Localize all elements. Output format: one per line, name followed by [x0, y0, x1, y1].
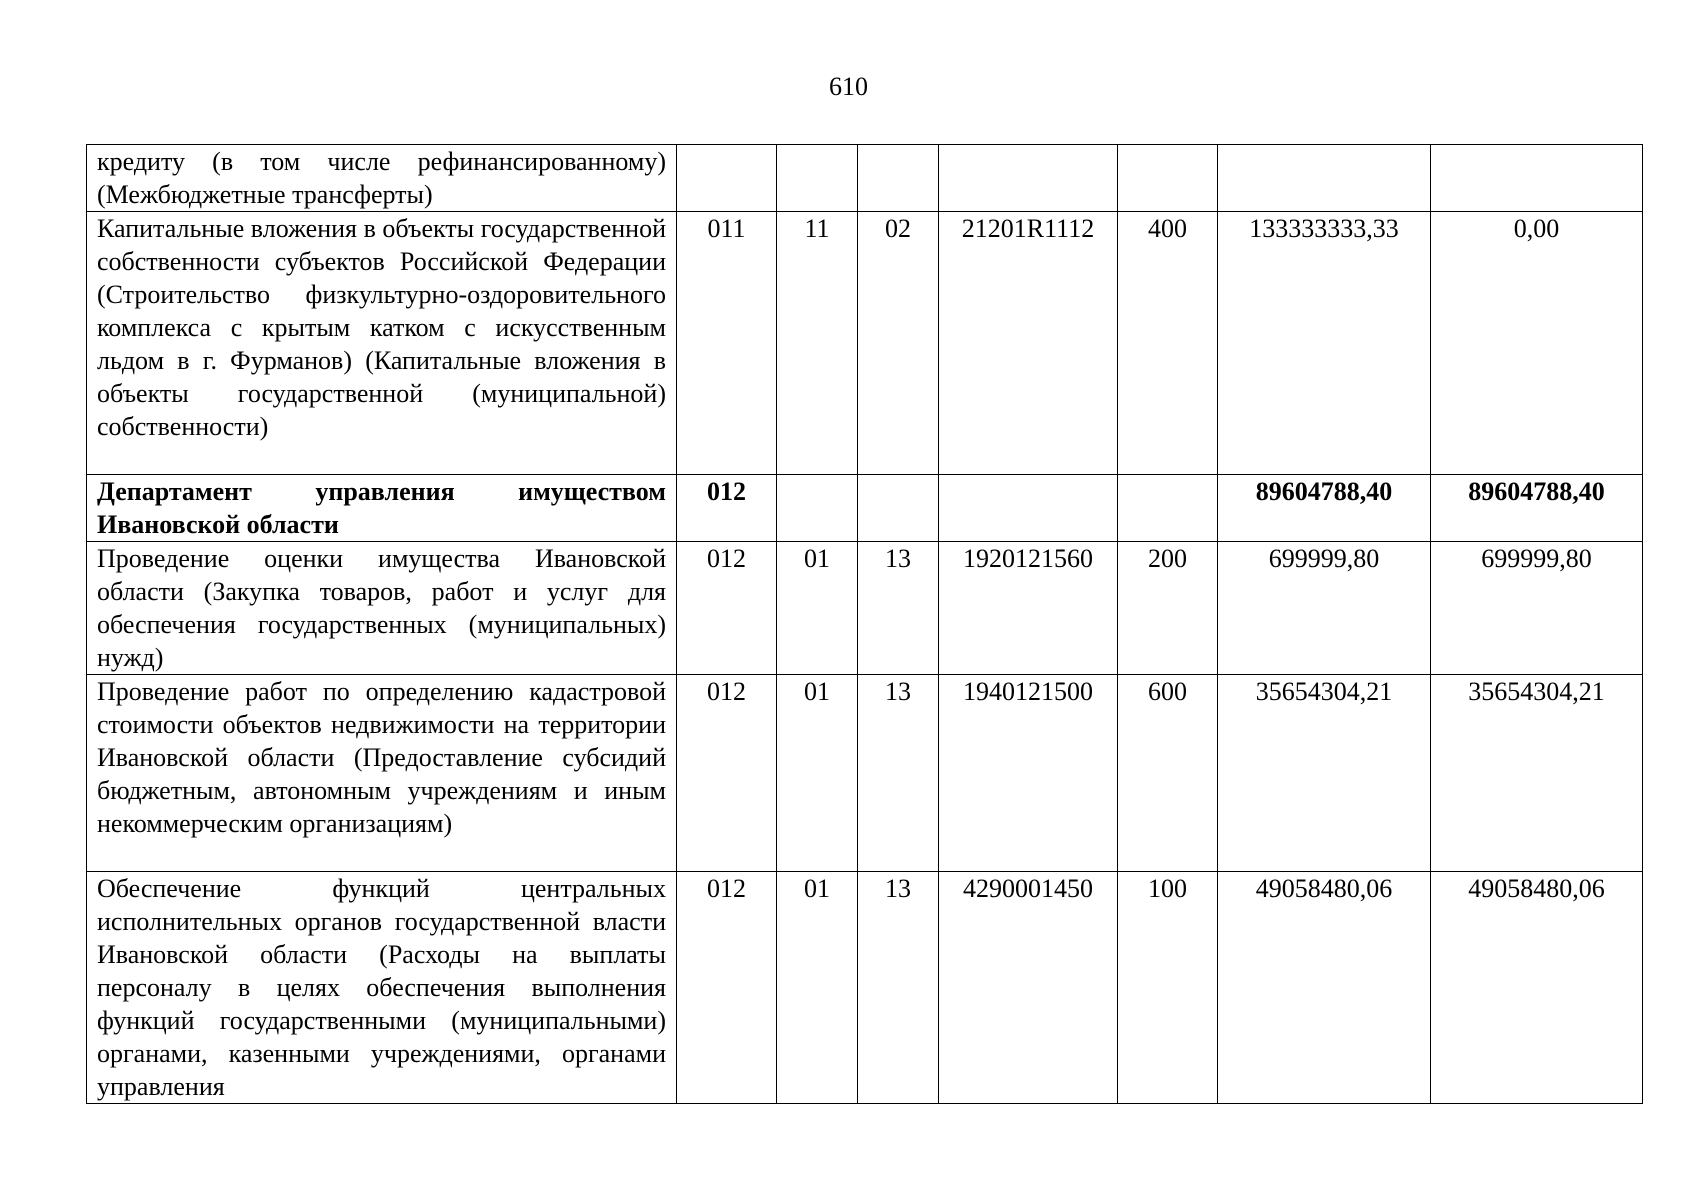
row-description: Департамент управления имуществом Ивановской области	[87, 475, 677, 542]
amount-first-year	[1218, 145, 1431, 212]
expense-type-code	[1118, 145, 1218, 212]
amount-first-year: 89604788,40	[1218, 475, 1431, 542]
amount-second-year	[1431, 145, 1643, 212]
expense-type-code: 400	[1118, 212, 1218, 475]
section-code: 11	[777, 212, 858, 475]
amount-second-year: 0,00	[1431, 212, 1643, 475]
table-row	[87, 542, 1643, 675]
row-description: Обеспечение функций центральных исполнительных органов государственной власти Ивановской области (Расходы на выплаты персоналу в целях обеспечения выполнения функций государственными (муниципальными) органами, казенными учреждениями, органами управления	[87, 872, 677, 1104]
target-article-code: 21201R1112	[939, 212, 1118, 475]
section-code: 01	[777, 872, 858, 1104]
section-code: 01	[777, 675, 858, 872]
section-code	[777, 475, 858, 542]
table-row	[87, 872, 1643, 1104]
table-row	[87, 212, 1643, 475]
row-description: Капитальные вложения в объекты государственной собственности субъектов Российской Федерации (Строительство физкультурно-оздоровительного комплекса с крытым катком с искусственным льдом в г. Фурманов) (Капитальные вложения в объекты государственной (муниципальной) собственности)	[87, 212, 677, 475]
amount-second-year: 89604788,40	[1431, 475, 1643, 542]
ministry-code	[677, 145, 777, 212]
ministry-code: 012	[677, 675, 777, 872]
target-article-code	[939, 145, 1118, 212]
subsection-code	[858, 475, 939, 542]
target-article-code: 4290001450	[939, 872, 1118, 1104]
amount-first-year: 49058480,06	[1218, 872, 1431, 1104]
amount-second-year: 35654304,21	[1431, 675, 1643, 872]
section-code	[777, 145, 858, 212]
page-number: 610	[829, 72, 868, 101]
row-description: Проведение оценки имущества Ивановской области (Закупка товаров, работ и услуг для обеспечения государственных (муниципальных) нужд)	[87, 542, 677, 675]
table-row	[87, 675, 1643, 872]
row-description: Проведение работ по определению кадастровой стоимости объектов недвижимости на территории Ивановской области (Предоставление субсидий бюджетным, автономным учреждениям и иным некоммерческим организациям)	[87, 675, 677, 872]
amount-second-year: 699999,80	[1431, 542, 1643, 675]
expense-type-code	[1118, 475, 1218, 542]
subsection-code: 02	[858, 212, 939, 475]
amount-first-year: 35654304,21	[1218, 675, 1431, 872]
budget-table	[86, 144, 1643, 1104]
amount-first-year: 699999,80	[1218, 542, 1431, 675]
subsection-code	[858, 145, 939, 212]
ministry-code: 012	[677, 872, 777, 1104]
expense-type-code: 600	[1118, 675, 1218, 872]
ministry-code: 012	[677, 475, 777, 542]
ministry-code: 012	[677, 542, 777, 675]
target-article-code: 1940121500	[939, 675, 1118, 872]
section-code: 01	[777, 542, 858, 675]
subsection-code: 13	[858, 542, 939, 675]
target-article-code	[939, 475, 1118, 542]
table-row	[87, 145, 1643, 212]
subsection-code: 13	[858, 675, 939, 872]
amount-second-year: 49058480,06	[1431, 872, 1643, 1104]
subsection-code: 13	[858, 872, 939, 1104]
amount-first-year: 133333333,33	[1218, 212, 1431, 475]
ministry-code: 011	[677, 212, 777, 475]
table-row-department	[87, 475, 1643, 542]
row-description: кредиту (в том числе рефинансированному) (Межбюджетные трансферты)	[87, 145, 677, 212]
expense-type-code: 200	[1118, 542, 1218, 675]
target-article-code: 1920121560	[939, 542, 1118, 675]
expense-type-code: 100	[1118, 872, 1218, 1104]
